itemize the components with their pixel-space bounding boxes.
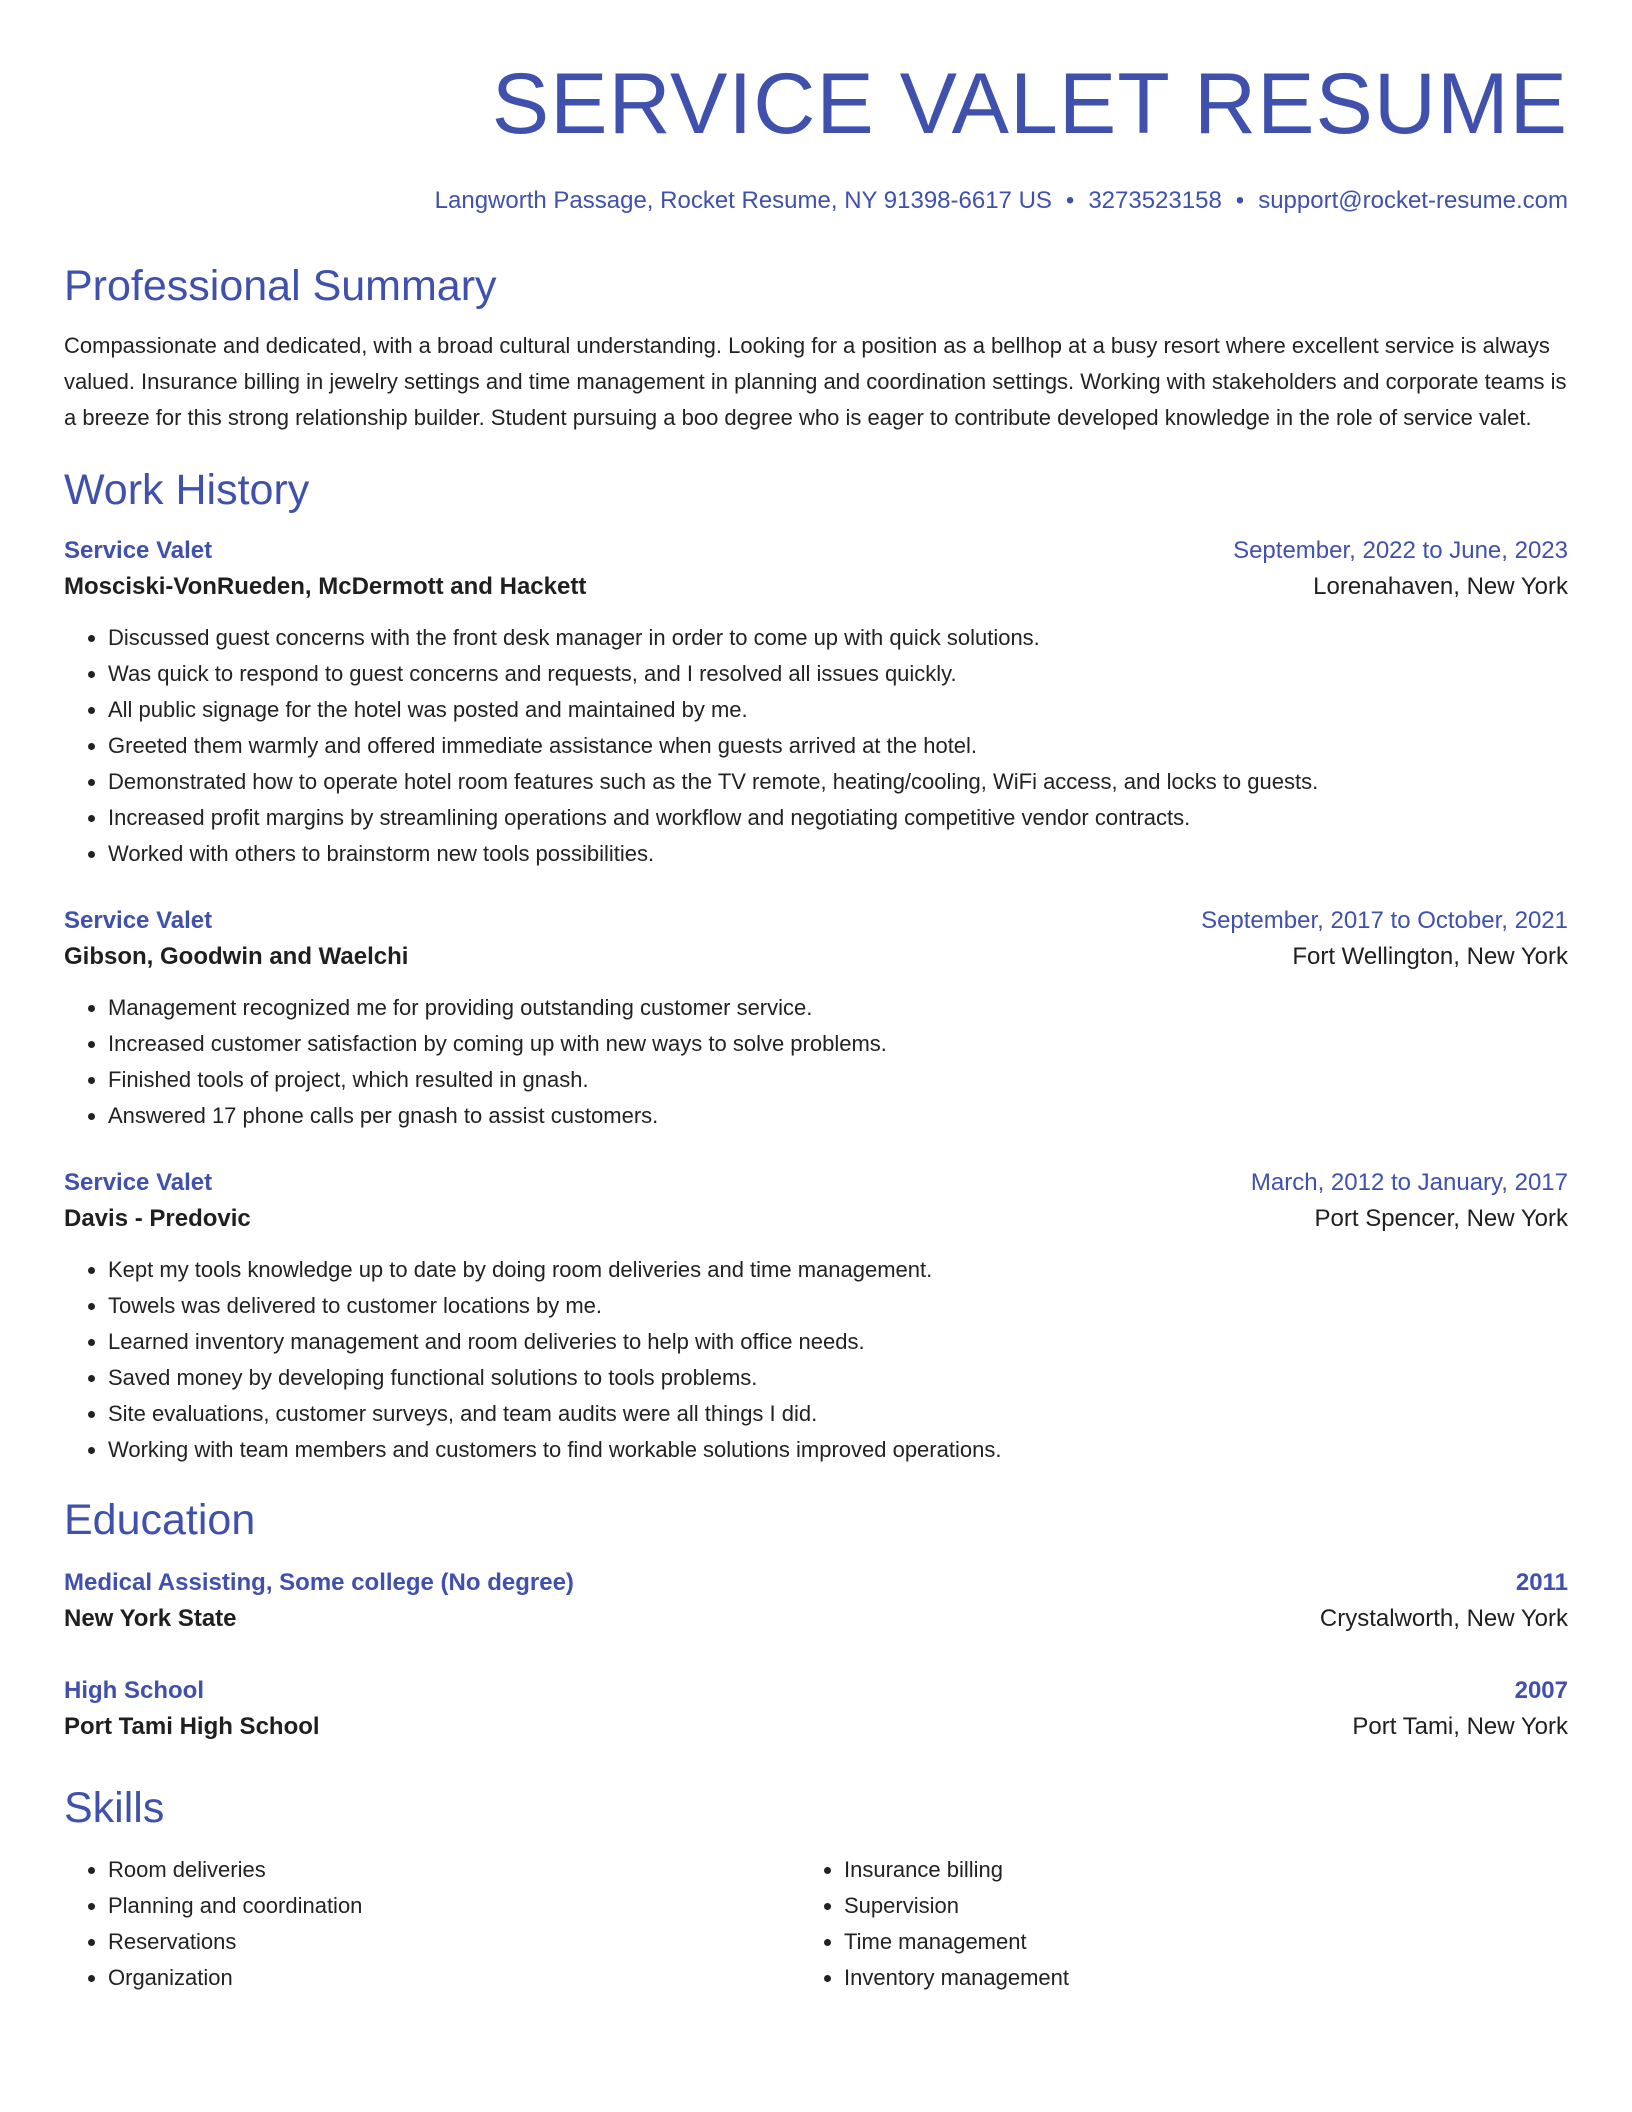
education-school-row [64, 1708, 1568, 1746]
summary-text: Compassionate and dedicated, with a broad cultural understanding. Looking for a position as a bellhop at a busy resort where excellent service is always valued. Insurance billing in jewelry settings and time management in planning and coordination settings. Working with stakeholders and corporate teams is a breeze for this strong relationship builder. Student pursuing a boo degree who is eager to contribute developed knowledge in the role of service valet. [64, 333, 1567, 430]
work-history-heading: Work History [64, 466, 310, 514]
contact-separator: • [1235, 187, 1245, 214]
skills-heading: Skills [64, 1784, 165, 1832]
job-header-row [64, 1166, 1568, 1200]
skills-list [64, 1852, 800, 1996]
job-bullet: • Greeted them warmly and offered immediate assistance when guests arrived at the hotel. [108, 728, 1568, 764]
skills-section [64, 1782, 1568, 1996]
job-title: Service Valet [64, 1169, 213, 1196]
job-bullet: • Management recognized me for providing outstanding customer service. [108, 990, 1568, 1026]
job-bullet: • Increased customer satisfaction by coming up with new ways to solve problems. [108, 1026, 1568, 1062]
job-dates: September, 2022 to June, 2023 [1233, 537, 1568, 564]
resume-header [64, 52, 1568, 216]
job-entry [64, 1166, 1568, 1468]
education-school: Port Tami High School [64, 1713, 320, 1740]
education-year: 2007 [1514, 1677, 1568, 1704]
education-school: New York State [64, 1605, 237, 1632]
job-bullets [64, 620, 1568, 872]
education-entry [64, 1566, 1568, 1638]
skills-grid [64, 1852, 1568, 1996]
contact-phone: 3273523158 [1088, 187, 1222, 214]
job-bullet: • Finished tools of project, which resulted in gnash. [108, 1062, 1568, 1098]
education-entry [64, 1674, 1568, 1746]
job-location: Lorenahaven, New York [1313, 573, 1568, 600]
job-bullet: • Site evaluations, customer surveys, and team audits were all things I did. [108, 1396, 1568, 1432]
skill-item: • Reservations [108, 1924, 800, 1960]
job-dates: September, 2017 to October, 2021 [1201, 907, 1568, 934]
job-header-row [64, 904, 1568, 938]
education-school-row [64, 1600, 1568, 1638]
resume-name: SERVICE VALET RESUME [491, 56, 1568, 152]
summary-section [64, 260, 1568, 436]
job-bullet: • Discussed guest concerns with the front desk manager in order to come up with quick solutions. [108, 620, 1568, 656]
job-header-row [64, 534, 1568, 568]
job-company: Mosciski-VonRueden, McDermott and Hackett [64, 573, 587, 600]
skill-item: • Time management [844, 1924, 1536, 1960]
job-bullet: • Increased profit margins by streamlining operations and workflow and negotiating competitive vendor contracts. [108, 800, 1568, 836]
summary-heading: Professional Summary [64, 262, 497, 310]
contact-email: support@rocket-resume.com [1258, 187, 1568, 214]
skill-item: • Supervision [844, 1888, 1536, 1924]
contact-separator: • [1065, 187, 1075, 214]
job-bullet: • Saved money by developing functional solutions to tools problems. [108, 1360, 1568, 1396]
skill-item: • Planning and coordination [108, 1888, 800, 1924]
contact-line [64, 186, 1568, 216]
job-bullet: • Towels was delivered to customer locations by me. [108, 1288, 1568, 1324]
skills-list [800, 1852, 1536, 1996]
education-location: Crystalworth, New York [1319, 1605, 1568, 1632]
job-bullet: • All public signage for the hotel was posted and maintained by me. [108, 692, 1568, 728]
job-bullet: • Answered 17 phone calls per gnash to assist customers. [108, 1098, 1568, 1134]
skill-item: • Inventory management [844, 1960, 1536, 1996]
skills-column-right [800, 1852, 1536, 1996]
work-history-section [64, 464, 1568, 1468]
job-company-row [64, 1200, 1568, 1238]
job-dates: March, 2012 to January, 2017 [1250, 1169, 1568, 1196]
job-company-row [64, 938, 1568, 976]
job-title: Service Valet [64, 907, 213, 934]
education-header-row [64, 1674, 1568, 1708]
skill-item: • Room deliveries [108, 1852, 800, 1888]
job-bullet: • Demonstrated how to operate hotel room features such as the TV remote, heating/cooling, WiFi access, and locks to guests. [108, 764, 1568, 800]
job-bullets [64, 1252, 1568, 1468]
job-company-row [64, 568, 1568, 606]
skill-item: • Insurance billing [844, 1852, 1536, 1888]
skill-item: • Organization [108, 1960, 800, 1996]
job-location: Port Spencer, New York [1314, 1205, 1568, 1232]
job-bullet: • Was quick to respond to guest concerns and requests, and I resolved all issues quickly. [108, 656, 1568, 692]
job-bullet: • Working with team members and customers to find workable solutions improved operations. [108, 1432, 1568, 1468]
job-entry [64, 904, 1568, 1134]
job-bullets [64, 990, 1568, 1134]
job-title: Service Valet [64, 537, 213, 564]
skills-column-left [64, 1852, 800, 1996]
education-degree: Medical Assisting, Some college (No degree) [64, 1569, 574, 1596]
education-year: 2011 [1515, 1569, 1568, 1596]
education-degree: High School [64, 1677, 204, 1704]
job-bullet: • Learned inventory management and room deliveries to help with office needs. [108, 1324, 1568, 1360]
job-company: Davis - Predovic [64, 1205, 251, 1232]
job-bullet: • Kept my tools knowledge up to date by doing room deliveries and time management. [108, 1252, 1568, 1288]
education-heading: Education [64, 1496, 256, 1544]
job-location: Fort Wellington, New York [1292, 943, 1568, 970]
job-entry [64, 534, 1568, 872]
education-location: Port Tami, New York [1352, 1713, 1568, 1740]
job-company: Gibson, Goodwin and Waelchi [64, 943, 409, 970]
education-section [64, 1494, 1568, 1746]
education-header-row [64, 1566, 1568, 1600]
job-bullet: • Worked with others to brainstorm new tools possibilities. [108, 836, 1568, 872]
contact-address: Langworth Passage, Rocket Resume, NY 91398-6617 US [434, 187, 1052, 214]
